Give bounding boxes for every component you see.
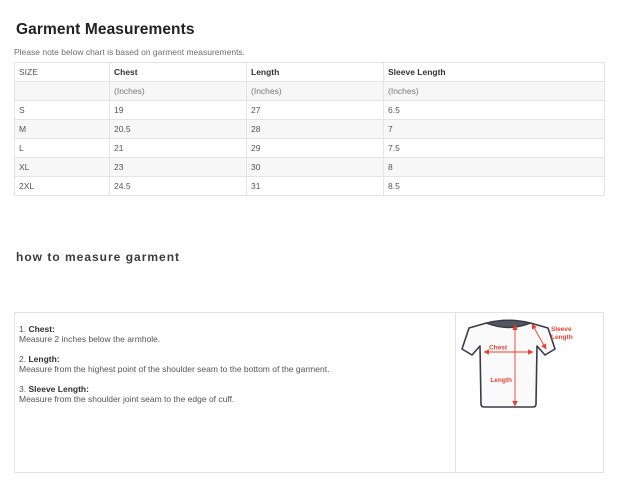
instruction-item <box>19 354 447 374</box>
instruction-text: Measure from the shoulder joint seam to the edge of cuff. <box>19 394 235 404</box>
chart-note: Please note below chart is based on garment measurements. <box>14 47 246 57</box>
table-row <box>15 177 605 196</box>
instruction-label: Chest: <box>28 324 55 334</box>
unit-cell: (Inches) <box>247 82 384 101</box>
instruction-item <box>19 384 447 404</box>
instruction-label: Sleeve Length: <box>28 384 89 394</box>
column-header-chest: Chest <box>110 63 247 82</box>
table-unit-row <box>15 82 605 101</box>
sleeve-cell: 8 <box>384 158 605 177</box>
table-row <box>15 120 605 139</box>
length-cell: 30 <box>247 158 384 177</box>
page-title: Garment Measurements <box>16 21 195 38</box>
instruction-heading <box>19 384 447 394</box>
chest-arrow-label: Chest <box>488 344 508 352</box>
diagram-panel <box>455 313 603 472</box>
instruction-text: Measure from the highest point of the shoulder seam to the bottom of the garment. <box>19 364 330 374</box>
chest-cell: 21 <box>110 139 247 158</box>
table-row <box>15 139 605 158</box>
table-row <box>15 101 605 120</box>
table-row <box>15 158 605 177</box>
chest-cell: 23 <box>110 158 247 177</box>
unit-cell: (Inches) <box>110 82 247 101</box>
column-header-size: SIZE <box>15 63 110 82</box>
size-cell: S <box>15 101 110 120</box>
instruction-label: Length: <box>28 354 60 364</box>
size-cell: 2XL <box>15 177 110 196</box>
unit-cell-empty <box>15 82 110 101</box>
table-header-row <box>15 63 605 82</box>
length-cell: 27 <box>247 101 384 120</box>
sleeve-cell: 7.5 <box>384 139 605 158</box>
instruction-number: 2. <box>19 354 27 364</box>
length-arrow-label: Length <box>490 377 512 384</box>
size-cell: L <box>15 139 110 158</box>
sleeve-cell: 6.5 <box>384 101 605 120</box>
column-header-sleeve-length: Sleeve Length <box>384 63 605 82</box>
instruction-number: 1. <box>19 324 27 334</box>
sleeve-length-label-line1: Sleeve <box>551 326 572 333</box>
column-header-length: Length <box>247 63 384 82</box>
measure-instructions-box <box>14 312 604 473</box>
sleeve-cell: 8.5 <box>384 177 605 196</box>
instruction-heading <box>19 324 447 334</box>
chest-cell: 24.5 <box>110 177 247 196</box>
instruction-heading <box>19 354 447 364</box>
size-chart-table <box>14 62 605 196</box>
instruction-item <box>19 324 447 344</box>
size-cell: M <box>15 120 110 139</box>
sleeve-length-label-line2: Length <box>551 334 573 341</box>
length-cell: 29 <box>247 139 384 158</box>
length-cell: 31 <box>247 177 384 196</box>
chest-cell: 20.5 <box>110 120 247 139</box>
tshirt-outline <box>462 323 555 407</box>
sleeve-cell: 7 <box>384 120 605 139</box>
tshirt-measure-diagram <box>461 317 603 422</box>
unit-cell: (Inches) <box>384 82 605 101</box>
section-heading: how to measure garment <box>16 250 181 264</box>
instruction-number: 3. <box>19 384 27 394</box>
size-cell: XL <box>15 158 110 177</box>
instructions-panel <box>15 313 455 472</box>
length-cell: 28 <box>247 120 384 139</box>
instruction-text: Measure 2 inches below the armhole. <box>19 334 161 344</box>
chest-cell: 19 <box>110 101 247 120</box>
